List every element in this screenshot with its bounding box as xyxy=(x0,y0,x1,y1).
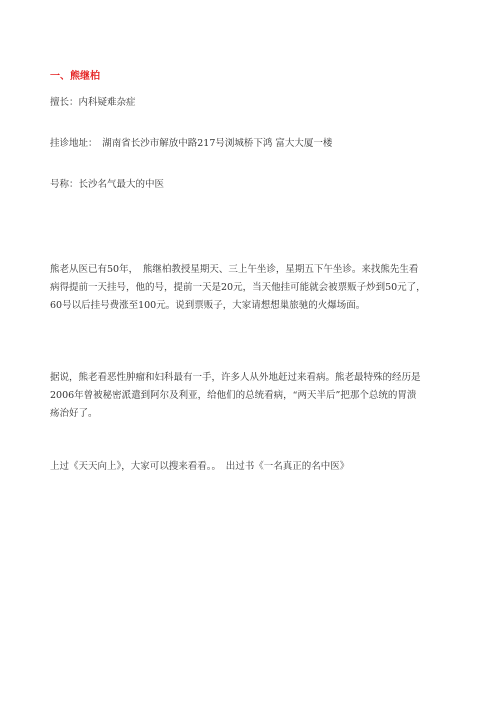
paragraph-line: 熊老从医已有50年， 熊继柏教授星期天、三上午坐诊，星期五下午坐诊。来找熊先生看 xyxy=(50,264,419,275)
paragraph-line: 疡治好了。 xyxy=(50,408,98,419)
paragraph-line: 据说，熊老看恶性肿瘤和妇科最有一手，许多人从外地赶过来看病。熊老最特殊的经历是 xyxy=(50,372,421,383)
paragraph-line: 病得提前一天挂号，他的号，提前一天是20元，当天他挂可能就会被票贩子炒到50元了， xyxy=(50,282,426,293)
address-line: 挂诊地址： 湖南省长沙市解放中路217号浏城桥下鸿 富大大厦一楼 xyxy=(50,138,333,149)
paragraph-practice xyxy=(50,261,454,315)
section-heading: 一、熊继柏 xyxy=(50,71,100,82)
specialty-line: 擅长：内科疑难杂症 xyxy=(50,97,136,108)
paragraph-experience xyxy=(50,369,454,423)
footer-line: 上过《天天向上》，大家可以搜来看看。。 出过书《一名真正的名中医》 xyxy=(50,461,350,472)
title-line: 号称：长沙名气最大的中医 xyxy=(50,179,165,190)
paragraph-line: 60号以后挂号费涨至100元。说到票贩子，大家请想想巢旅驰的火爆场面。 xyxy=(50,300,366,311)
paragraph-line: 2006年曾被秘密派遣到阿尔及利亚，给他们的总统看病，“两天半后”把那个总统的胃溃 xyxy=(50,390,417,401)
